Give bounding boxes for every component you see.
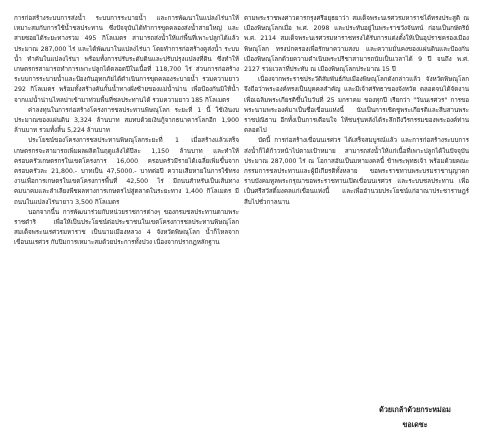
left-text-column [14, 14, 239, 249]
paragraph: เนื่องจากพระราชประวัติสัมพันธ์กับเมืองพิษณุโลกดังกล่าวแล้ว จังหวัดพิษณุโลกจึงถือว่าพระองค์ทรงเป็นบุคคลสำคัญ และมีเจ้าศรัทธาของจังหวัด ตลอดจนได้จัดงานเพื่อเฉลิมพระเกียรติขึ้นในวันที่ 25 มกราคม ของทุกปี เรียกว่า "วันนเรศวร" การขอพระนามพระองค์มาเป็นชื่อเขื่อนแห่งนี้ นับเป็นการเชิดชูพระเกียรติและสืบสานพระราชปณิธาน อีกทั้งเป็นการเตือนใจ ให้ชนรุ่นหลังได้ระลึกถึงวีรกรรมของพระองค์ท่านตลอดไป [244, 76, 469, 135]
paragraph: ค่าลงทุนในการก่อสร้างโครงการชลประทานพิษณุโลก ระยะที่ 1 นี้ ใช้เงินงบประมาณของแผ่นดิน 3,324 ล้านบาท สมทบด้วยเงินกู้จากธนาคารโลกอีก 1,900 ล้านบาท รวมทั้งสิ้น 5,224 ล้านบาท [14, 106, 239, 135]
paragraph: นอกจากนี้น การพัฒนาร่วมกับหน่วยราชการต่างๆ ของกรมชลประทานตามพระราชดำริ เพื่อให้เป็นประโยชน์ต่อประชาชนในเขตโครงการชลประทานพิษณุโลก สมเด็จพระนเรศวรมหาราช เป็นนามเมืองหลวง 4 จังหวัดพิษณุโลก น้ำก็ไหลจาก เขื่อนนเรศวร กับปิมการเหมาะสมด้วยประการทั้งปวง เนื่องจากปรากฏหลักฐาน [14, 208, 239, 247]
closing-salutation-end: ขอเดชะ [402, 420, 428, 429]
paragraph: บัดนี้ การก่อสร้างเขื่อนนเรศวร ได้เสร็จสมบูรณ์แล้ว และการก่อสร้างระบบการส่งน้ำก็ได้ก้าวหน้าไปตามเป้าหมาย สามารถส่งน้ำให้แก่เนื้อที่เพาะปลูกได้ในปัจจุบัน ประมาณ 287,000 ไร่ ณ โอกาสอันเป็นมหามงคลนี้ ข้าพระพุทธเจ้า พร้อมด้วยคณะกรรมการชลประทานและผู้มีเกียรติทั้งหลาย ขอพระราชทานพระบรมราชานุญาตกราบบังคมทูลพระกรุณาขอพระราชทานเปิดเขื่อนนเรศวร และระบบชลประทาน เพื่อเป็นศรีสวัสดิ์มงคลแก่เขื่อนแห่งนี้ และเพื่ออำนวยประโยชน์แก่อาณาประชาราษฎร์สืบไปชั่วกาลนาน [244, 137, 469, 206]
paragraph: ตามพระราชพงศาวดารกรุงศรีอยุธยาว่า สมเด็จพระนเรศวรมหาราชได้ทรงประสูติ ณ เมืองพิษณุโลกเมื่อ พ.ศ. 2098 และประทับอยู่ในพระราชวังจันทน์ ก่อนเป็นกษัตริย์ พ.ศ. 2114 สมเด็จพระนเรศวรมหาราชทรงได้รับการแต่งตั้งให้เป็นอุปราชครองเมืองพิษณุโลก ทรงปกครองเพื่อรักษาความสงบ และความมั่นคงของแผ่นดินและป้องกันเมืองพิษณุโลกด้วยความดำเนินพระปรีชาสามารถนับเป็นเวลาได้ 9 ปี จนถึง พ.ศ. 2127 รวมเวลาที่ประทับ ณ เมืองพิษณุโลกประมาณ 15 ปี [244, 15, 469, 74]
paragraph: ประโยชน์ของโครงการชลประทานพิษณุโลกระยะที่ 1 เมื่อสร้างแล้วเสร็จ เกษตรกรจะสามารถเพิ่มผลผลิตในฤดูแล้งได้ปีละ 1,150 ล้านบาท และทำให้ครอบครัวเกษตรกรในเขตโครงการ 16,000 ครอบครัวมีรายได้เฉลี่ยเพิ่มขึ้นจากครอบครัวละ 21,800.- บาทเป็น 47,5000.- บาทต่อปี ความเสียหายในการใช้ทรงงานเพื่อการเกษตรในเขตโครงการพื้นที่ 42,500 ไร่ มีถนนสำหรับเป็นเส้นทางคมนาคมและลำเลียงพืชผลทางการเกษตรไปสู่ตลาดในระยะทาง 1,400 กิโลเมตร มีถนนในแปลงไร่นายาว 3,500 กิโลเมตร [14, 137, 239, 206]
right-text-column [244, 14, 469, 208]
closing-salutation: ด้วยเกล้าด้วยกระหม่อม [379, 405, 451, 414]
paragraph: การก่อสร้างระบบการส่งน้ำ ระบบการระบายน้ำ และการพัฒนาในแปลงไร่นาให้เหมาะสมกับการใช้น้ำชลประทาน ซึ่งปัจจุบันได้ทำการขุดคลองส่งน้ำสายใหญ่ และสายซอยได้ระยะทางรวม 495 กิโลเมตร สามารถส่งน้ำให้แก่พื้นที่เพาะปลูกได้แล้ว ประมาณ 287,000 ไร่ และได้พัฒนาในแปลงไร่นา โดยทำการก่อสร้างคูส่งน้ำ ระบบน้ำ ทำคันในแปลงไร่นา พร้อมทั้งการปรับระดับดินและปรับปรุงแปลงที่ดิน ซึ่งทำให้เกษตรกรสามารถทำการเพาะปลูกได้ตลอดปีในเนื้อที่ 118,700 ไร่ ส่วนการก่อสร้างระบบการระบายน้ำและป้องกันอุทกภัยได้ดำเนินการขุดคลองระบายน้ำ รวมความยาว 292 กิโลเมตร พร้อมทั้งสร้างคันกั้นน้ำทางฝั่งซ้ายของแม่น้ำน่าน เพื่อป้องกันมิให้น้ำจากแม่น้ำน่านไหลบ่าเข้ามาท่วมพื้นที่ชลประทานได้ รวมความยาว 185 กิโลเมตร [14, 15, 239, 104]
